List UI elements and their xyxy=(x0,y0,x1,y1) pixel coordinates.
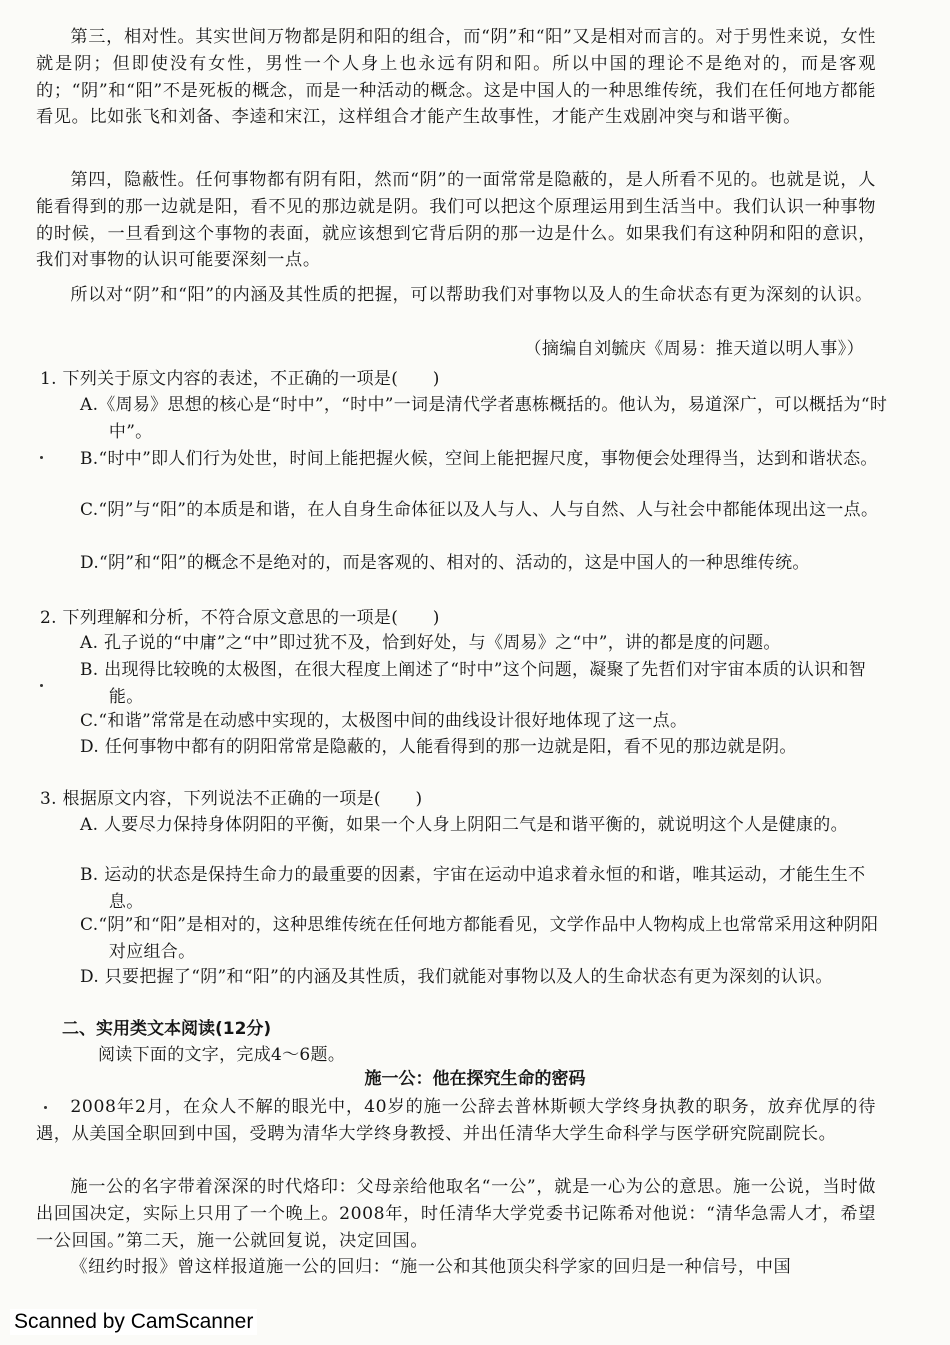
question-1-option-c: C.“阴”与“阳”的本质是和谐，在人自身生命体征以及人与人、人与自然、人与社会中都能体现出这一点。 xyxy=(80,500,879,520)
paragraph-relativity: 第三，相对性。其实世间万物都是阴和阳的组合，而“阴”和“阳”又是相对而言的。对于男性来说，女性就是阴；但即使没有女性，男性一个人身上也永远有阴和阳。所以中国的理论不是绝对的，而是客观的；“阴”和“阳”不是死板的概念，而是一种活动的概念。这是中国人的一种思维传统，我们在任何地方都能看见。比如张飞和刘备、李逵和宋江，这样组合才能产生故事性，才能产生戏剧冲突与和谐平衡。 xyxy=(36,27,876,128)
section-2-instruction: 阅读下面的文字，完成4～6题。 xyxy=(98,1045,346,1065)
question-1-stem: 1. 下列关于原文内容的表述，不正确的一项是( ) xyxy=(40,369,440,389)
paragraph-conclusion: 所以对“阴”和“阳”的内涵及其性质的把握，可以帮助我们对事物以及人的生命状态有更为深刻的认识。 xyxy=(70,285,873,305)
section-2-heading: 二、实用类文本阅读(12分) xyxy=(62,1019,272,1039)
article-paragraph-1: 2008年2月，在众人不解的眼光中，40岁的施一公辞去普林斯顿大学终身执教的职务，放弃优厚的待遇，从美国全职回到中国，受聘为清华大学终身教授、并出任清华大学生命科学与医学研究院副院长。 xyxy=(36,1097,876,1144)
question-2-option-b: B. 出现得比较晚的太极图，在很大程度上阐述了“时中”这个问题，凝聚了先哲们对宇宙本质的认识和智能。 xyxy=(80,660,867,707)
paragraph-concealment: 第四，隐蔽性。任何事物都有阴有阳，然而“阴”的一面常常是隐蔽的，是人所看不见的。也就是说，人能看得到的那一边就是阳，看不见的那边就是阴。我们可以把这个原理运用到生活当中。我们认识一种事物的时候，一旦看到这个事物的表面，就应该想到它背后阴的那一边是什么。如果我们有这种阴和阳的意识，我们对事物的认识可能要深刻一点。 xyxy=(36,170,876,271)
question-1-option-d: D.“阴”和“阳”的概念不是绝对的，而是客观的、相对的、活动的，这是中国人的一种思维传统。 xyxy=(80,553,810,573)
question-3-stem: 3. 根据原文内容，下列说法不正确的一项是( ) xyxy=(40,789,423,809)
question-3-option-c: C.“阴”和“阳”是相对的，这种思维传统在任何地方都能看见，文学作品中人物构成上也常常采用这种阴阳对应组合。 xyxy=(80,915,879,962)
question-2-option-c: C.“和谐”常常是在动感中实现的，太极图中间的曲线设计很好地体现了这一点。 xyxy=(80,711,688,731)
scan-speck xyxy=(44,1106,47,1109)
article-paragraph-2: 施一公的名字带着深深的时代烙印：父母亲给他取名“一公”，就是一心为公的意思。施一公说，当时做出回国决定，实际上只用了一个晚上。2008年，时任清华大学党委书记陈希对他说：“清华急需人才，希望一公回国。”第二天，施一公就回复说，决定回国。 xyxy=(36,1177,876,1251)
scan-speck xyxy=(40,684,43,687)
question-2-option-a: A. 孔子说的“中庸”之“中”即过犹不及，恰到好处，与《周易》之“中”，讲的都是度的问题。 xyxy=(80,633,781,653)
question-1-option-a: A.《周易》思想的核心是“时中”，“时中”一词是清代学者惠栋概括的。他认为，易道深广，可以概括为“时中”。 xyxy=(80,395,888,442)
question-3-option-a: A. 人要尽力保持身体阴阳的平衡，如果一个人身上阴阳二气是和谐平衡的，就说明这个人是健康的。 xyxy=(80,815,848,835)
question-2-option-d: D. 任何事物中都有的阴阳常常是隐蔽的，人能看得到的那一边就是阳，看不见的那边就是阴。 xyxy=(80,737,797,757)
question-3-option-b: B. 运动的状态是保持生命力的最重要的因素，宇宙在运动中追求着永恒的和谐，唯其运动，才能生生不息。 xyxy=(80,865,866,912)
source-citation: （摘编自刘毓庆《周易：推天道以明人事》） xyxy=(524,339,864,359)
scanner-watermark: Scanned by CamScanner xyxy=(10,1309,257,1335)
article-paragraph-3: 《纽约时报》曾这样报道施一公的回归：“施一公和其他顶尖科学家的回归是一种信号，中国 xyxy=(70,1257,792,1277)
article-title: 施一公：他在探究生命的密码 xyxy=(364,1069,586,1089)
scan-speck xyxy=(40,456,43,459)
question-1-option-b: B.“时中”即人们行为处世，时间上能把握火候，空间上能把握尺度，事物便会处理得当，达到和谐状态。 xyxy=(80,449,878,469)
question-3-option-d: D. 只要把握了“阴”和“阳”的内涵及其性质，我们就能对事物以及人的生命状态有更为深刻的认识。 xyxy=(80,967,833,987)
question-2-stem: 2. 下列理解和分析，不符合原文意思的一项是( ) xyxy=(40,608,440,628)
